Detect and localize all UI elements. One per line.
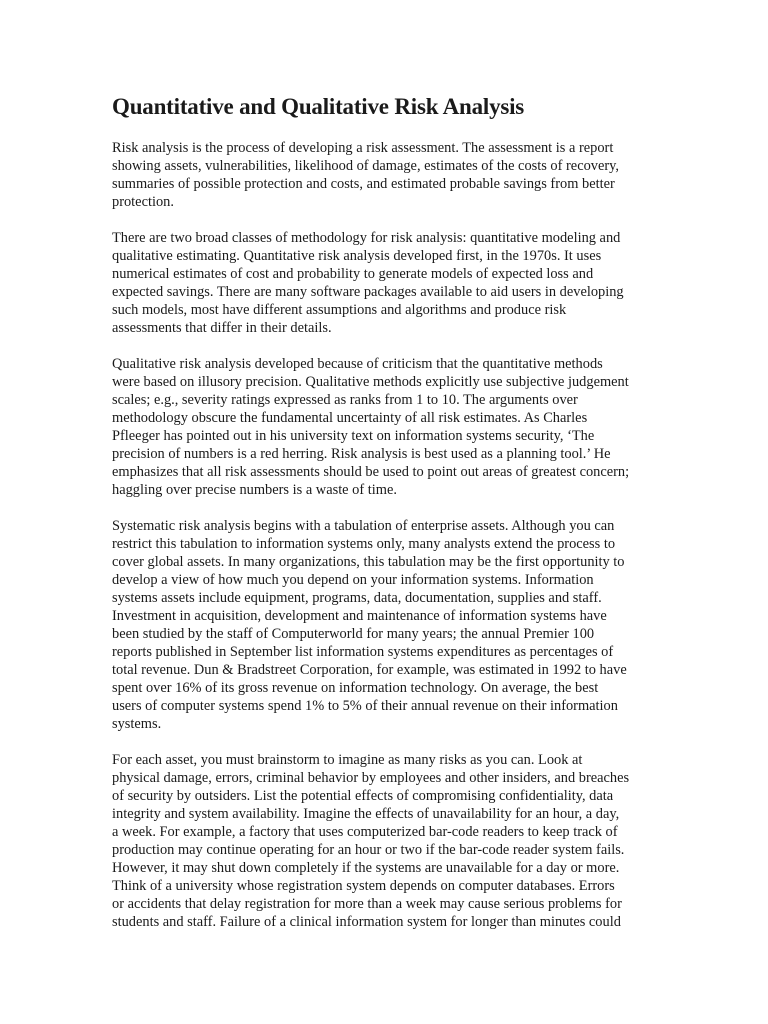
text-line: Think of a university whose registration system depends on computer databases. Errors: [112, 878, 615, 894]
text-line: There are two broad classes of methodology for risk analysis: quantitative modeling and: [112, 230, 621, 246]
text-line: systems.: [112, 716, 162, 732]
text-line: haggling over precise numbers is a waste of time.: [112, 482, 397, 498]
document-page: [112, 92, 660, 949]
text-line: showing assets, vulnerabilities, likelihood of damage, estimates of the costs of recovery,: [112, 158, 620, 174]
text-line: protection.: [112, 194, 174, 210]
document-body: [112, 139, 660, 931]
text-line: students and staff. Failure of a clinical information system for longer than minutes could: [112, 914, 621, 930]
text-line: methodology obscure the fundamental uncertainty of all risk estimates. As Charles: [112, 410, 588, 426]
text-line: cover global assets. In many organizations, this tabulation may be the first opportunity to: [112, 554, 625, 570]
paragraph: [112, 751, 660, 931]
paragraph: [112, 229, 660, 337]
text-line: such models, most have different assumptions and algorithms and produce risk: [112, 302, 567, 318]
text-line: numerical estimates of cost and probability to generate models of expected loss and: [112, 266, 594, 282]
text-line: Risk analysis is the process of developing a risk assessment. The assessment is a report: [112, 140, 614, 156]
text-line: a week. For example, a factory that uses computerized bar-code readers to keep track of: [112, 824, 618, 840]
text-line: Investment in acquisition, development and maintenance of information systems have: [112, 608, 607, 624]
text-line: develop a view of how much you depend on your information systems. Information: [112, 572, 594, 588]
text-line: qualitative estimating. Quantitative risk analysis developed first, in the 1970s. It uses: [112, 248, 602, 264]
text-line: or accidents that delay registration for more than a week may cause serious problems for: [112, 896, 622, 912]
text-line: were based on illusory precision. Qualitative methods explicitly use subjective judgement: [112, 374, 629, 390]
text-line: summaries of possible protection and costs, and estimated probable savings from better: [112, 176, 615, 192]
text-line: reports published in September list information systems expenditures as percentages of: [112, 644, 614, 660]
text-line: of security by outsiders. List the potential effects of compromising confidentiality, data: [112, 788, 614, 804]
paragraph: [112, 517, 660, 733]
text-line: production may continue operating for an hour or two if the bar-code reader system fails.: [112, 842, 625, 858]
text-line: expected savings. There are many software packages available to aid users in developing: [112, 284, 624, 300]
text-line: restrict this tabulation to information systems only, many analysts extend the process to: [112, 536, 616, 552]
text-line: spent over 16% of its gross revenue on information technology. On average, the best: [112, 680, 599, 696]
text-line: Qualitative risk analysis developed because of criticism that the quantitative methods: [112, 356, 603, 372]
text-line: Systematic risk analysis begins with a tabulation of enterprise assets. Although you can: [112, 518, 615, 534]
text-line: Pfleeger has pointed out in his university text on information systems security, ‘The: [112, 428, 595, 444]
text-line: users of computer systems spend 1% to 5% of their annual revenue on their information: [112, 698, 618, 714]
text-line: physical damage, errors, criminal behavior by employees and other insiders, and breaches: [112, 770, 630, 786]
page-title: Quantitative and Qualitative Risk Analysis: [112, 94, 525, 119]
text-line: scales; e.g., severity ratings expressed as ranks from 1 to 10. The arguments over: [112, 392, 578, 408]
text-line: assessments that differ in their details.: [112, 320, 332, 336]
text-line: For each asset, you must brainstorm to imagine as many risks as you can. Look at: [112, 752, 583, 768]
text-line: However, it may shut down completely if the systems are unavailable for a day or more.: [112, 860, 620, 876]
text-line: emphasizes that all risk assessments should be used to point out areas of greatest concern;: [112, 464, 630, 480]
text-line: systems assets include equipment, programs, data, documentation, supplies and staff.: [112, 590, 602, 606]
paragraph: [112, 355, 660, 499]
text-line: integrity and system availability. Imagine the effects of unavailability for an hour, a day,: [112, 806, 620, 822]
text-line: total revenue. Dun & Bradstreet Corporation, for example, was estimated in 1992 to have: [112, 662, 627, 678]
text-line: been studied by the staff of Computerworld for many years; the annual Premier 100: [112, 626, 595, 642]
text-line: precision of numbers is a red herring. Risk analysis is best used as a planning tool.’ He: [112, 446, 611, 462]
paragraph: [112, 139, 660, 211]
